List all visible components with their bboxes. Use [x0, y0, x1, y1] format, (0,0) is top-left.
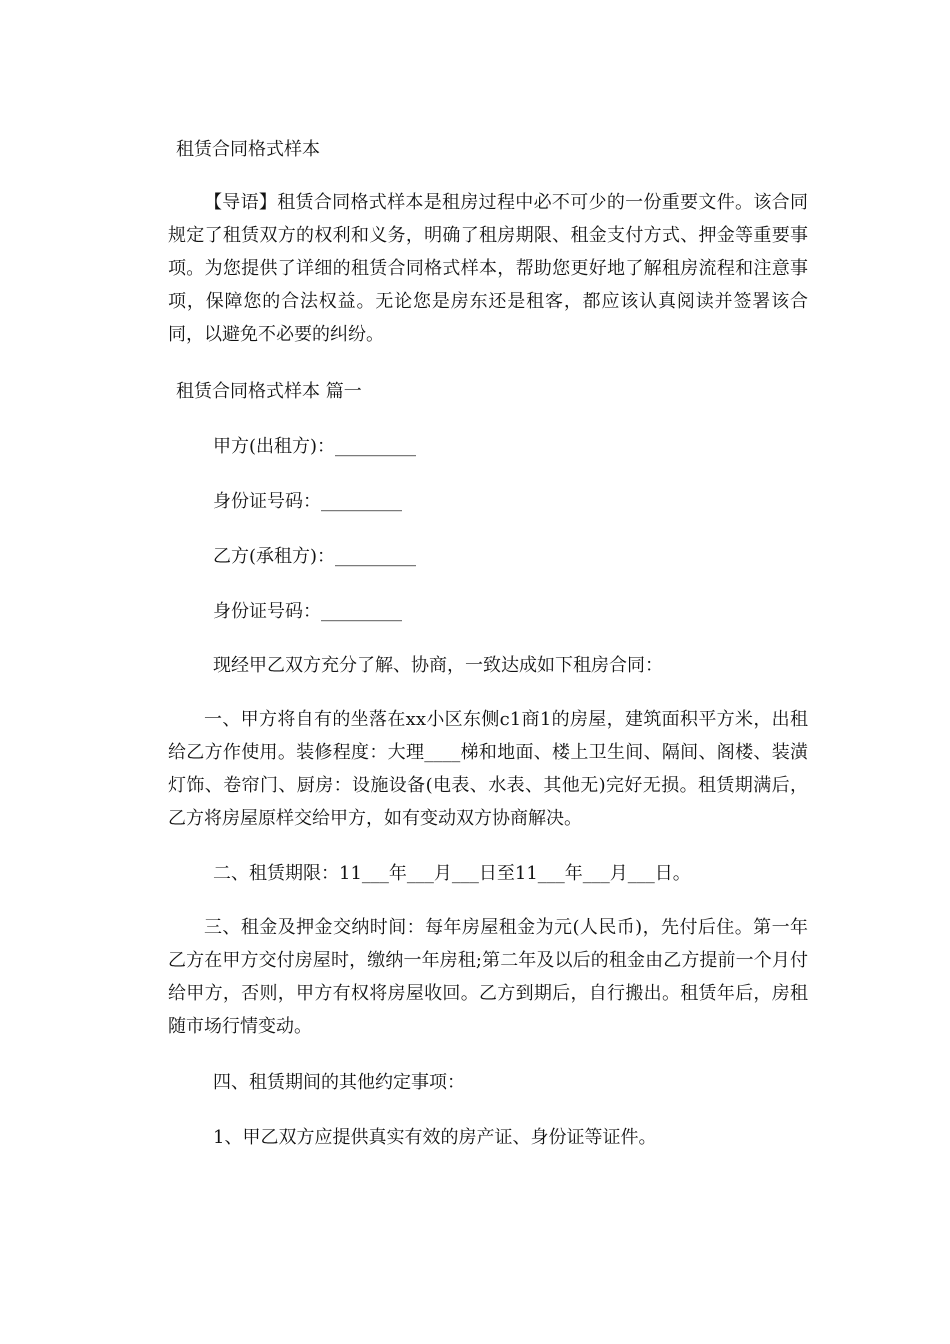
- party-a-field: 甲方(出租方)：_________: [213, 436, 417, 457]
- clause-2-paragraph: 二、租赁期限：11___年___月___日至11___年___月___日。: [213, 863, 691, 884]
- clause-4-heading: 四、租赁期间的其他约定事项：: [213, 1072, 465, 1093]
- clause-3-paragraph: 三、租金及押金交纳时间：每年房屋租金为元(人民币)，先付后住。第一年乙方在甲方交付房屋时，缴纳一年房租;第二年及以后的租金由乙方提前一个月付给甲方，否则，甲方有权将房屋收回。乙方到期后，自行搬出。租赁年后，房租随市场行情变动。: [168, 917, 808, 1037]
- clause-4-1-item: 1、甲乙双方应提供真实有效的房产证、身份证等证件。: [213, 1127, 657, 1148]
- party-b-field: 乙方(承租方)：_________: [213, 546, 417, 567]
- section-title: 租赁合同格式样本 篇一: [176, 381, 362, 402]
- agreement-statement: 现经甲乙双方充分了解、协商，一致达成如下租房合同：: [213, 655, 663, 676]
- party-a-id-field: 身份证号码：_________: [213, 491, 402, 512]
- document-title: 租赁合同格式样本: [176, 139, 320, 160]
- party-b-id-field: 身份证号码：_________: [213, 601, 402, 622]
- intro-paragraph: 【导语】租赁合同格式样本是租房过程中必不可少的一份重要文件。该合同规定了租赁双方的权利和义务，明确了租房期限、租金支付方式、押金等重要事项。为您提供了详细的租赁合同格式样本，帮助您更好地了解租房流程和注意事项，保障您的合法权益。无论您是房东还是租客，都应该认真阅读并签署该合同，以避免不必要的纠纷。: [168, 192, 808, 345]
- clause-1-paragraph: 一、甲方将自有的坐落在xx小区东侧c1商1的房屋，建筑面积平方米，出租给乙方作使用。装修程度：大理____梯和地面、楼上卫生间、隔间、阁楼、装潢灯饰、卷帘门、厨房：设施设备(电表、水表、其他无)完好无损。租赁期满后，乙方将房屋原样交给甲方，如有变动双方协商解决。: [168, 709, 808, 829]
